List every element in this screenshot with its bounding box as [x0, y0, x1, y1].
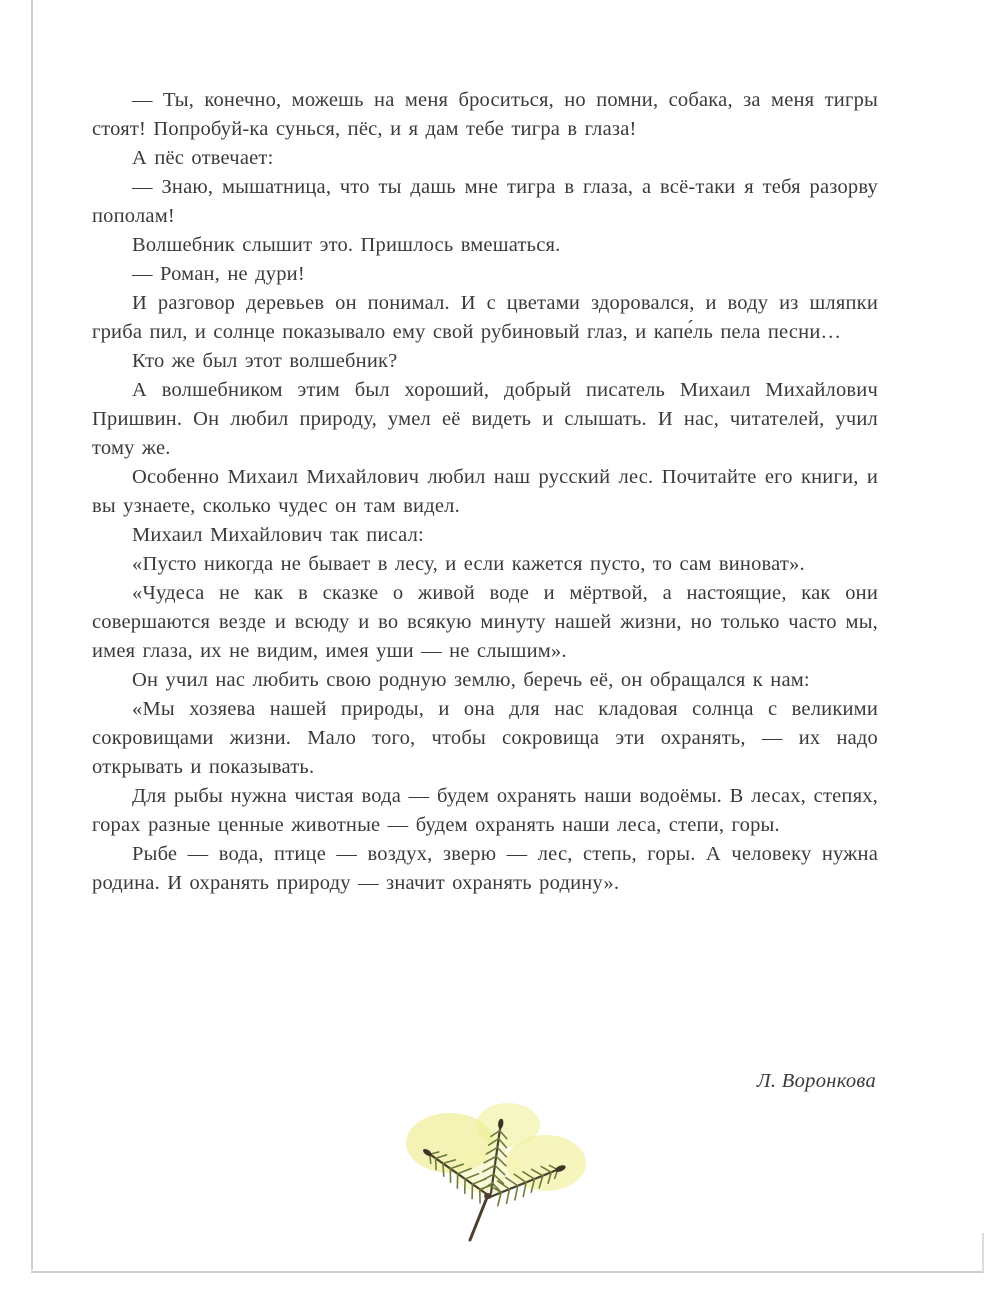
paragraph: Особенно Михаил Михайлович любил наш русский лес. Почитайте его книги, и вы узнаете, сколько чудес он там видел.: [92, 466, 878, 517]
paragraph: Кто же был этот волшебник?: [132, 350, 398, 372]
page-edge-bottom: [31, 1271, 983, 1273]
paragraph: Михаил Михайлович так писал:: [132, 524, 424, 546]
paragraph: — Ты, конечно, можешь на меня броситься, но помни, собака, за меня тигры стоят! Попробуй-ка сунься, пёс, и я дам тебе тигра в глаза!: [92, 89, 878, 140]
paragraph: «Пусто никогда не бывает в лесу, и если кажется пусто, то сам виноват».: [132, 553, 805, 575]
paragraph: А пёс отвечает:: [132, 147, 274, 169]
paragraph: Рыбе — вода, птице — воздух, зверю — лес, степь, горы. А человеку нужна родина. И охранять природу — значит охранять родину».: [92, 843, 878, 894]
paragraph: И разговор деревьев он понимал. И с цветами здоровался, и воду из шляпки гриба пил, и солнце показывало ему свой рубиновый глаз, и капе́ль пела песни…: [92, 292, 878, 343]
author-signature: Л. Воронкова: [756, 1070, 876, 1092]
paragraph: Он учил нас любить свою родную землю, беречь её, он обращался к нам:: [132, 669, 810, 691]
paragraph: Волшебник слышит это. Пришлось вмешаться.: [132, 234, 561, 256]
paragraph: — Роман, не дури!: [132, 263, 305, 285]
fir-twig-icon: [388, 1095, 608, 1245]
paragraph: «Чудеса не как в сказке о живой воде и мёртвой, а настоящие, как они совершаются везде и всюду и во всякую минуту нашей жизни, но только часто мы, имея глаза, их не видим, имея уши — не слышим».: [92, 582, 878, 662]
text-block: [92, 86, 878, 898]
paragraph: Для рыбы нужна чистая вода — будем охранять наши водоёмы. В лесах, степях, горах разные ценные животные — будем охранять наши леса, степи, горы.: [92, 785, 878, 836]
paragraph: — Знаю, мышатница, что ты дашь мне тигра в глаза, а всё-таки я тебя разорву пополам!: [92, 176, 878, 227]
paragraph: А волшебником этим был хороший, добрый писатель Михаил Михайлович Пришвин. Он любил природу, умел её видеть и слышать. И нас, читателей, учил тому же.: [92, 379, 878, 459]
page-edge-left: [31, 0, 33, 1270]
paragraph: «Мы хозяева нашей природы, и она для нас кладовая солнца с великими сокровищами жизни. Мало того, чтобы сокровища эти охранять, — их надо открывать и показывать.: [92, 698, 878, 778]
page-edge-right: [982, 1233, 984, 1273]
